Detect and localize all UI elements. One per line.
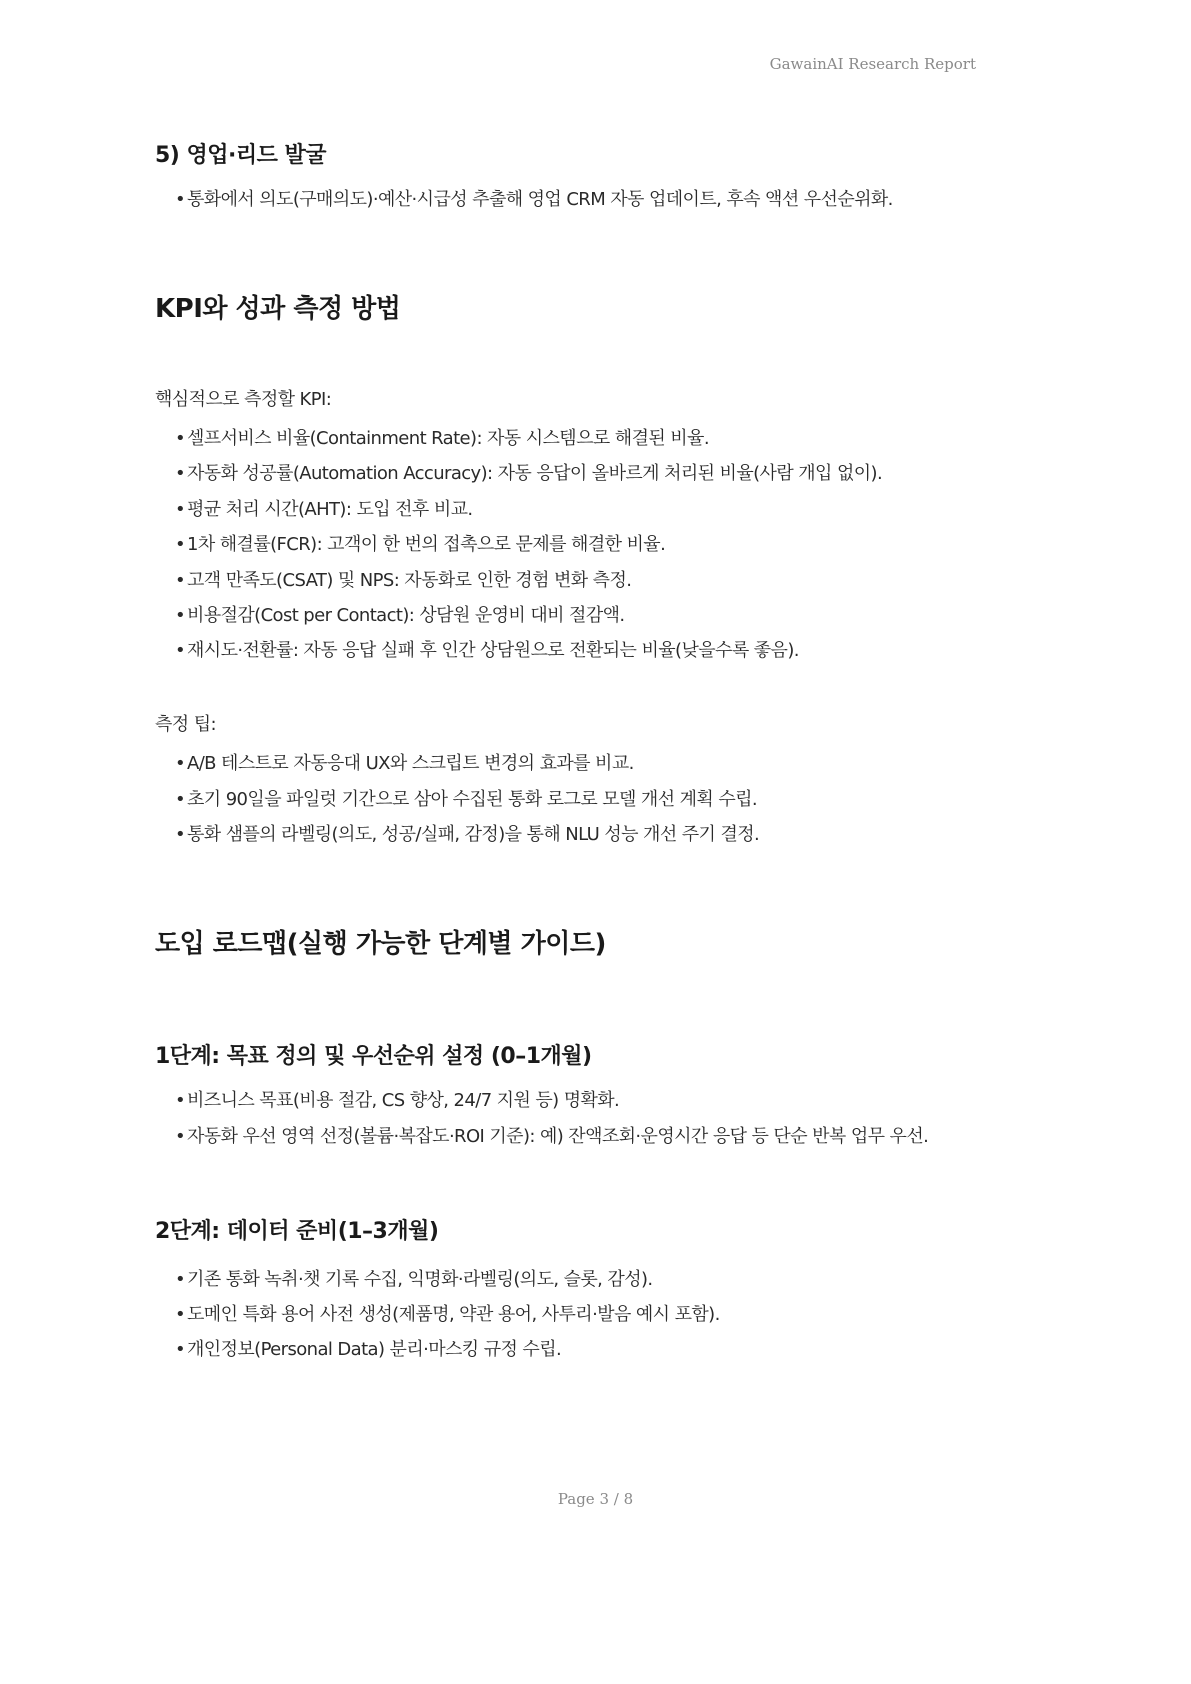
tip-item: • 초기 90일을 파일럿 기간으로 삼아 수집된 통화 로그로 모델 개선 계획 수립. (175, 789, 758, 810)
kpi-item: • 재시도·전환률: 자동 응답 실패 후 인간 상담원으로 전환되는 비율(낮을수록 좋음). (175, 640, 799, 661)
bullet-icon: • (175, 1339, 186, 1360)
bullet-icon: • (175, 499, 186, 520)
bullet-icon: • (175, 789, 186, 810)
stage-item: • 기존 통화 녹취·챗 기록 수집, 익명화·라벨링(의도, 슬롯, 감성). (175, 1269, 653, 1290)
bullet-icon: • (175, 463, 186, 484)
list-item: • 통화에서 의도(구매의도)·예산·시급성 추출해 영업 CRM 자동 업데이트, 후속 액션 우선순위화. (175, 189, 893, 210)
stage-heading: 2단계: 데이터 준비(1–3개월) (155, 1219, 439, 1244)
section-heading-roadmap: 도입 로드맵(실행 가능한 단계별 가이드) (155, 929, 606, 959)
bullet-icon: • (175, 1126, 186, 1147)
stage-item: • 자동화 우선 영역 선정(볼륨·복잡도·ROI 기준): 예) 잔액조회·운영시간 응답 등 단순 반복 업무 우선. (175, 1126, 929, 1147)
kpi-item: • 1차 해결률(FCR): 고객이 한 번의 접촉으로 문제를 해결한 비율. (175, 534, 666, 555)
bullet-icon: • (175, 534, 186, 555)
kpi-item: • 비용절감(Cost per Contact): 상담원 운영비 대비 절감액. (175, 605, 625, 626)
section-heading-lead-generation: 5) 영업·리드 발굴 (155, 143, 327, 168)
bullet-icon: • (175, 1304, 186, 1325)
bullet-icon: • (175, 189, 186, 210)
stage-heading: 1단계: 목표 정의 및 우선순위 설정 (0–1개월) (155, 1044, 592, 1069)
kpi-intro: 핵심적으로 측정할 KPI: (155, 389, 332, 410)
bullet-icon: • (175, 570, 186, 591)
bullet-icon: • (175, 753, 186, 774)
kpi-item: • 고객 만족도(CSAT) 및 NPS: 자동화로 인한 경험 변화 측정. (175, 570, 632, 591)
stage-item: • 개인정보(Personal Data) 분리·마스킹 규정 수립. (175, 1339, 562, 1360)
bullet-icon: • (175, 640, 186, 661)
stage-item: • 도메인 특화 용어 사전 생성(제품명, 약관 용어, 사투리·발음 예시 포함). (175, 1304, 720, 1325)
bullet-icon: • (175, 1269, 186, 1290)
bullet-icon: • (175, 824, 186, 845)
bullet-icon: • (175, 605, 186, 626)
bullet-icon: • (175, 428, 186, 449)
section-heading-kpi: KPI와 성과 측정 방법 (155, 294, 401, 324)
running-header: GawainAI Research Report (769, 55, 976, 73)
page-number: Page 3 / 8 (557, 1490, 634, 1508)
kpi-item: • 평균 처리 시간(AHT): 도입 전후 비교. (175, 499, 473, 520)
tips-intro: 측정 팁: (155, 714, 216, 735)
tip-item: • A/B 테스트로 자동응대 UX와 스크립트 변경의 효과를 비교. (175, 753, 634, 774)
kpi-item: • 자동화 성공률(Automation Accuracy): 자동 응답이 올바르게 처리된 비율(사람 개입 없이). (175, 463, 883, 484)
bullet-icon: • (175, 1090, 186, 1111)
kpi-item: • 셀프서비스 비율(Containment Rate): 자동 시스템으로 해결된 비율. (175, 428, 709, 449)
stage-item: • 비즈니스 목표(비용 절감, CS 향상, 24/7 지원 등) 명확화. (175, 1090, 620, 1111)
tip-item: • 통화 샘플의 라벨링(의도, 성공/실패, 감정)을 통해 NLU 성능 개선 주기 결정. (175, 824, 760, 845)
